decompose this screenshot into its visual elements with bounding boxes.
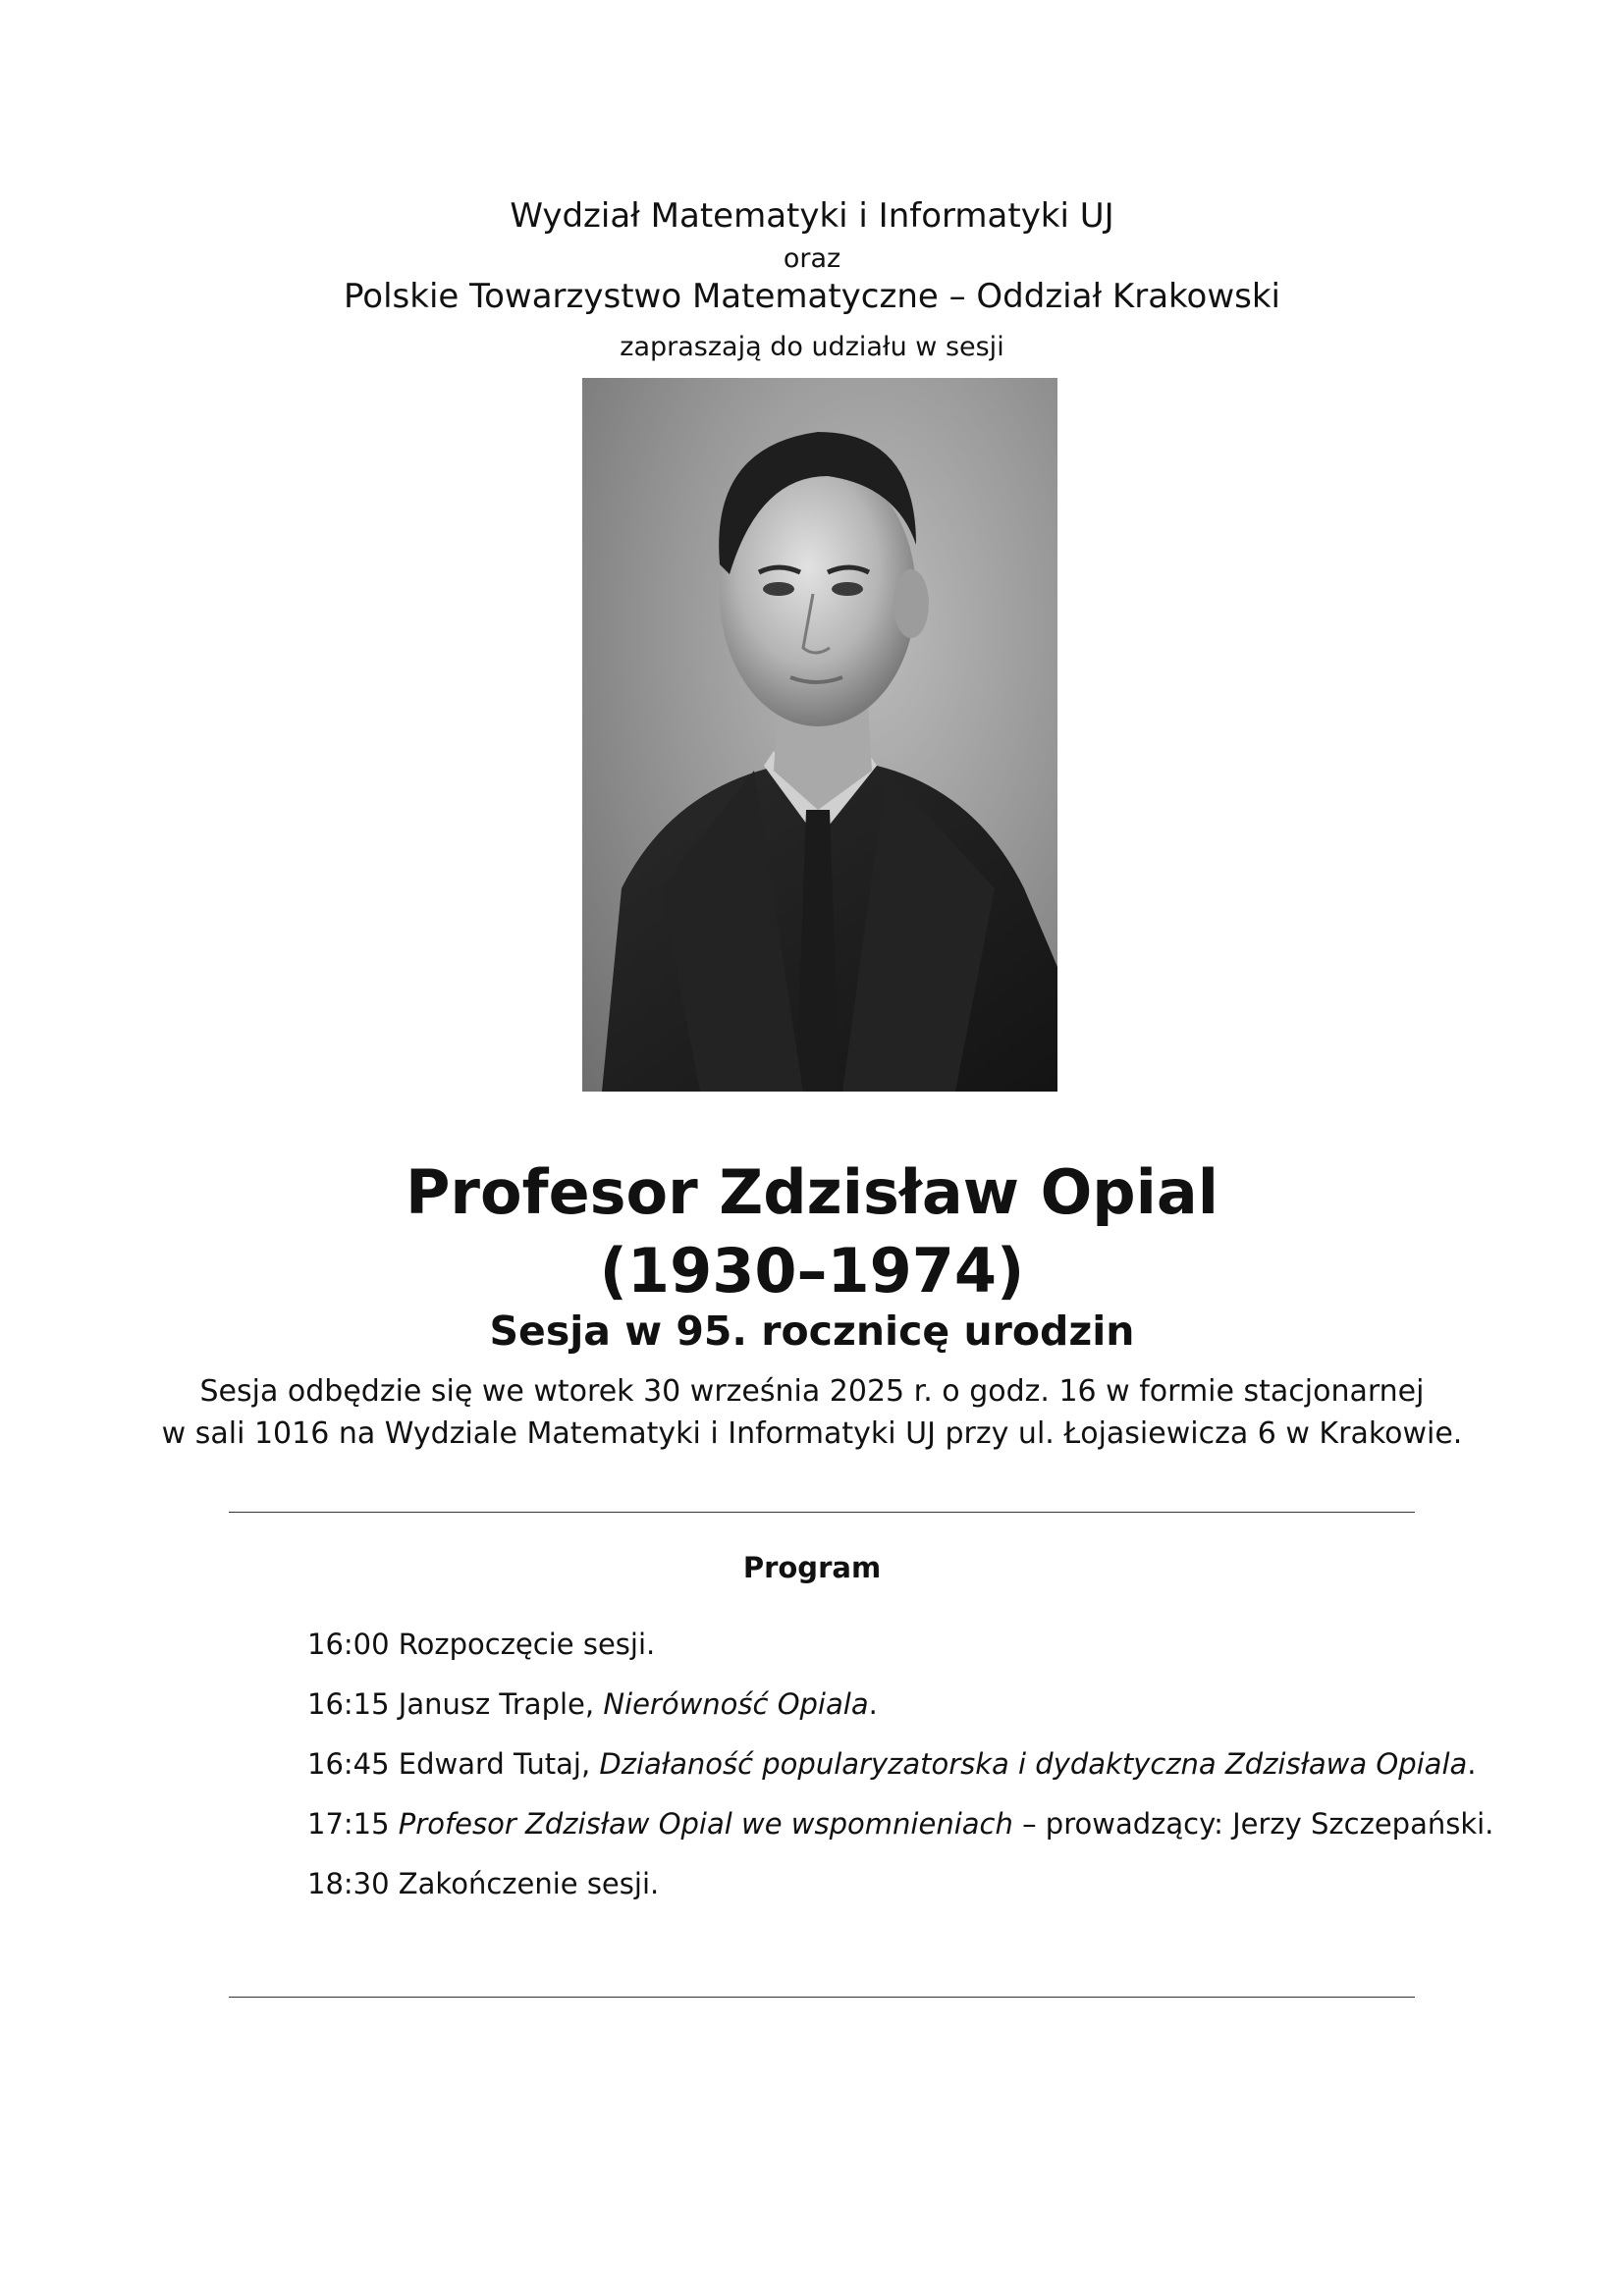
event-title: Profesor Zdzisław Opial [405, 1156, 1218, 1228]
program-item [307, 1744, 1486, 1804]
event-info-line-2: w sali 1016 na Wydziale Matematyki i Informatyki UJ przy ul. Łojasiewicza 6 w Krakowie. [161, 1416, 1463, 1451]
organizer-society: Polskie Towarzystwo Matematyczne – Oddział Krakowski [344, 277, 1280, 316]
program-time: 16:15 [307, 1687, 390, 1721]
divider-top [229, 1512, 1415, 1513]
event-years: (1930–1974) [599, 1235, 1025, 1307]
program-list [307, 1625, 1494, 1924]
organizer-faculty: Wydział Matematyki i Informatyki UJ [510, 196, 1114, 236]
portrait-image [582, 378, 1057, 1092]
program-item [307, 1625, 1486, 1684]
program-time: 18:30 [307, 1867, 390, 1900]
organizer-conjunction: oraz [783, 243, 841, 274]
program-suffix: – prowadzący: Jerzy Szczepański. [1012, 1807, 1494, 1841]
program-speaker: Janusz Traple, [398, 1687, 604, 1721]
program-talk-title: Nierówność Opiala [603, 1687, 869, 1721]
program-heading: Program [742, 1551, 882, 1584]
program-text: Rozpoczęcie sesji. [398, 1628, 656, 1661]
program-time: 17:15 [307, 1807, 390, 1841]
event-subtitle: Sesja w 95. rocznicę urodzin [489, 1308, 1135, 1355]
program-talk-title: Działaność popularyzatorska i dydaktyczna Zdzisława Opiala [599, 1747, 1468, 1781]
portrait-photo [582, 378, 1057, 1092]
program-suffix: . [1467, 1747, 1477, 1781]
program-time: 16:00 [307, 1628, 390, 1661]
program-suffix: . [868, 1687, 878, 1721]
program-item [307, 1864, 1486, 1924]
program-item [307, 1804, 1494, 1864]
program-speaker: Edward Tutaj, [398, 1747, 600, 1781]
program-time: 16:45 [307, 1747, 390, 1781]
event-info-line-1: Sesja odbędzie się we wtorek 30 września 2025 r. o godz. 16 w formie stacjonarnej [199, 1374, 1425, 1409]
program-talk-title: Profesor Zdzisław Opial we wspomnieniach [398, 1807, 1013, 1841]
invitation-text: zapraszają do udziału w sesji [620, 332, 1004, 362]
program-text: Zakończenie sesji. [398, 1867, 660, 1900]
program-item [307, 1684, 1486, 1744]
divider-bottom [229, 1997, 1415, 1998]
